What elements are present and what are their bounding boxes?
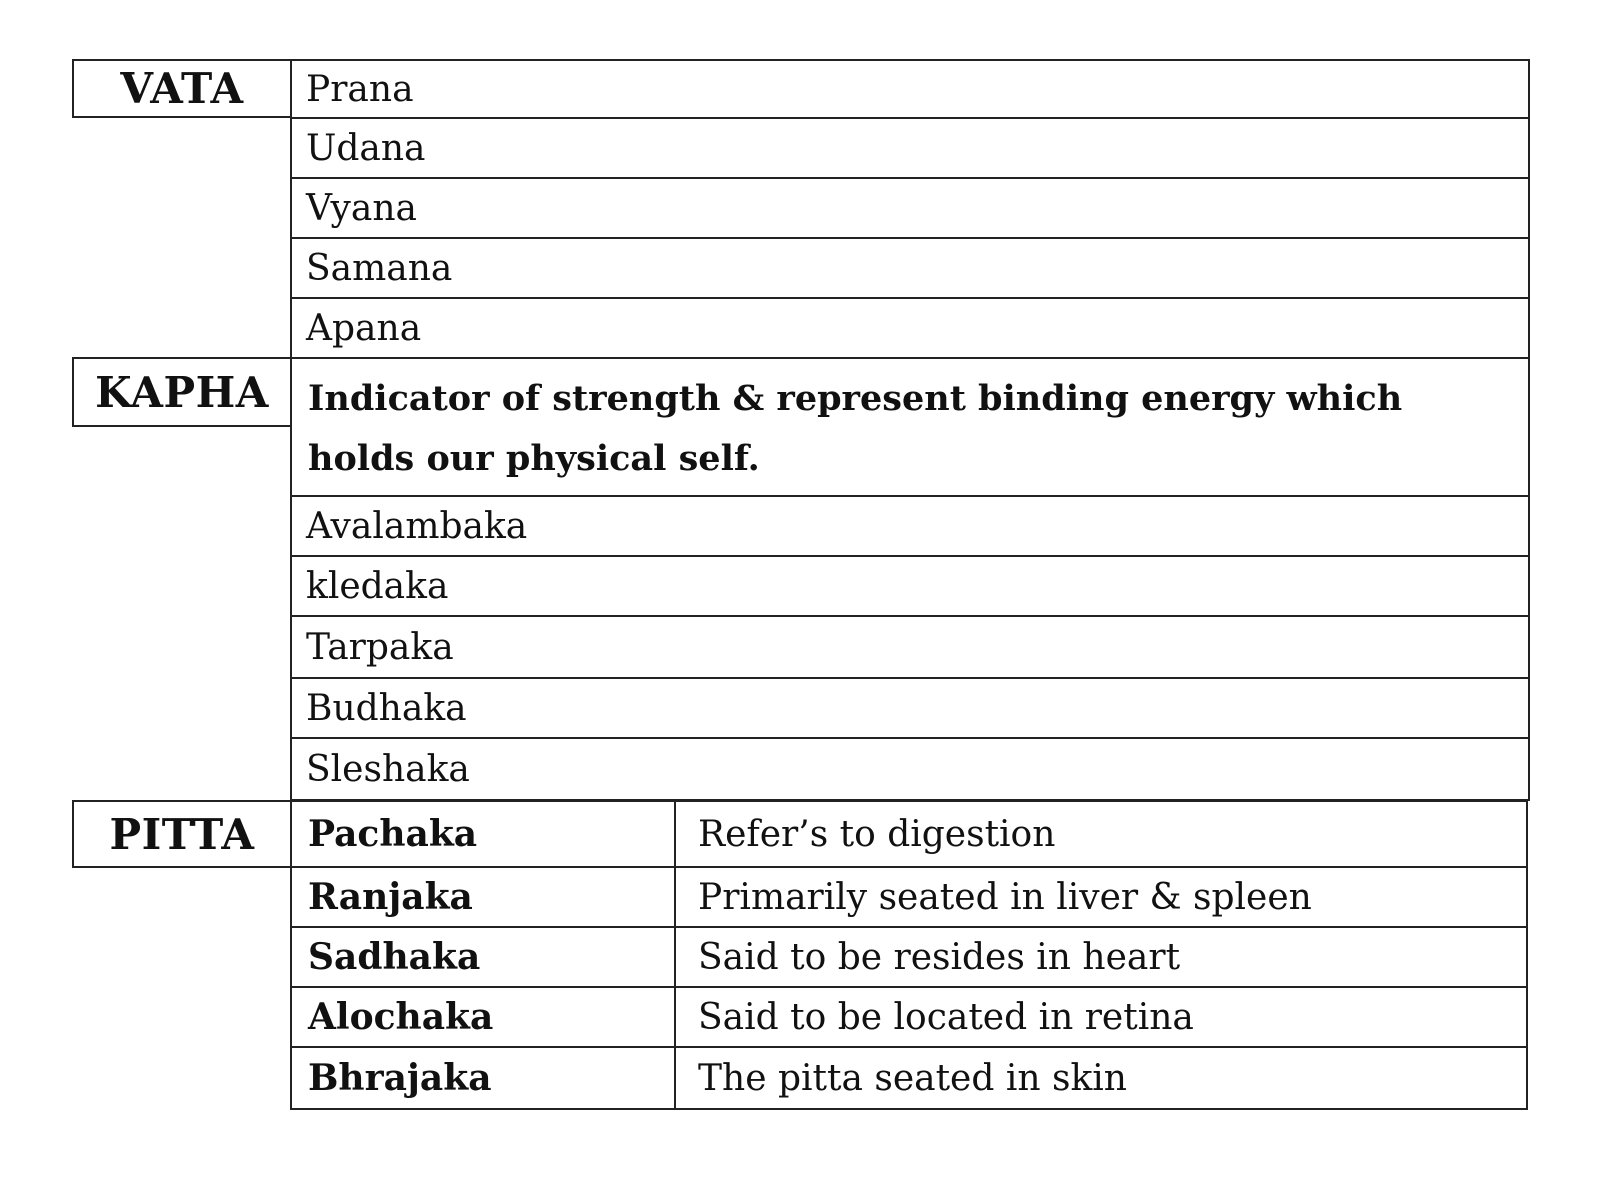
- pitta-name-alochaka: Alochaka: [290, 986, 676, 1048]
- kapha-item-tarpaka: Tarpaka: [290, 615, 1530, 679]
- vata-item-udana: Udana: [290, 117, 1530, 179]
- vata-item-vyana: Vyana: [290, 177, 1530, 239]
- pitta-name-sadhaka: Sadhaka: [290, 926, 676, 988]
- kapha-item-sleshaka: Sleshaka: [290, 737, 1530, 801]
- pitta-name-ranjaka: Ranjaka: [290, 866, 676, 928]
- pitta-desc-alochaka: Said to be located in retina: [674, 986, 1528, 1048]
- pitta-desc-ranjaka: Primarily seated in liver & spleen: [674, 866, 1528, 928]
- vata-item-apana: Apana: [290, 297, 1530, 359]
- vata-label: VATA: [72, 59, 292, 118]
- pitta-label: PITTA: [72, 800, 292, 868]
- kapha-item-avalambaka: Avalambaka: [290, 495, 1530, 557]
- vata-item-samana: Samana: [290, 237, 1530, 299]
- pitta-desc-sadhaka: Said to be resides in heart: [674, 926, 1528, 988]
- kapha-description: Indicator of strength & represent binding energy which holds our physical self.: [290, 357, 1530, 497]
- pitta-desc-pachaka: Refer’s to digestion: [674, 800, 1528, 868]
- pitta-name-pachaka: Pachaka: [290, 800, 676, 868]
- pitta-name-bhrajaka: Bhrajaka: [290, 1046, 676, 1110]
- kapha-item-budhaka: Budhaka: [290, 677, 1530, 739]
- pitta-desc-bhrajaka: The pitta seated in skin: [674, 1046, 1528, 1110]
- vata-item-prana: Prana: [290, 59, 1530, 119]
- kapha-label: KAPHA: [72, 357, 292, 427]
- kapha-item-kledaka: kledaka: [290, 555, 1530, 617]
